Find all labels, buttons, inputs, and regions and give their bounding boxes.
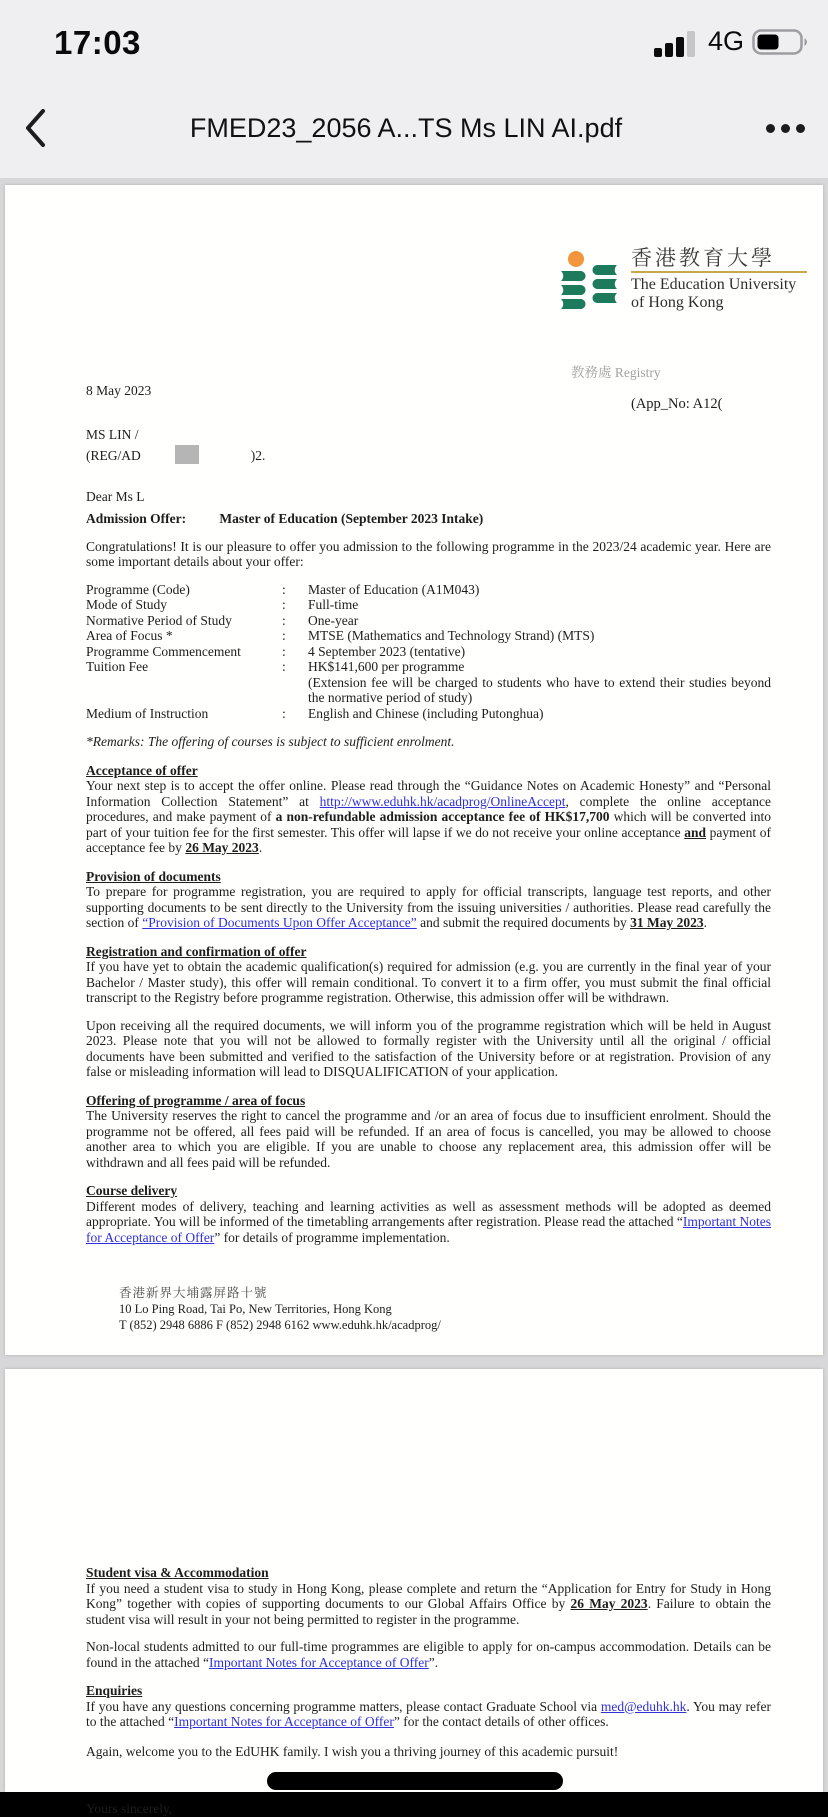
section-paragraph: If you need a student visa to study in Hong Kong, please complete and return the “Application for Entry for Study in Hong Kong” together with copies of supporting documents to our Global Affairs Office by 26 May 2023. Failure to obtain the student visa will result in your not being permitted to register in the programme. — [86, 1580, 771, 1627]
signoff: Yours sincerely, — [86, 1801, 173, 1816]
pdf-page-2 — [5, 1369, 823, 1816]
section-provision-of-documents — [86, 869, 771, 931]
network-type-label: 4G — [707, 26, 744, 56]
section-enquiries — [86, 1683, 771, 1730]
section-heading: Acceptance of offer — [86, 762, 198, 778]
table-row: Programme (Code) : Master of Education (A1M043) — [86, 581, 480, 597]
section-heading: Provision of documents — [86, 868, 221, 884]
admission-offer-value: Master of Education (September 2023 Intake) — [219, 511, 484, 526]
letterhead-footer — [119, 1285, 771, 1333]
table-row: Tuition Fee : HK$141,600 per programme (Extension fee will be charged to students who have to extend their studies beyond the normative period of study) — [86, 659, 771, 705]
remarks-note: *Remarks: The offering of courses is subject to sufficient enrolment. — [86, 734, 455, 749]
section-heading: Enquiries — [86, 1683, 143, 1698]
cellular-signal-icon — [654, 27, 700, 57]
registry-label: 教務處 Registry — [571, 365, 661, 380]
chevron-left-icon — [23, 108, 47, 148]
addressee-reference: (REG/AD )2. — [86, 445, 265, 464]
closing-paragraph: Again, welcome you to the EdUHK family. I wish you a thriving journey of this academic pursuit! — [86, 1743, 619, 1759]
table-row: Mode of Study : Full-time — [86, 597, 359, 612]
ellipsis-icon — [766, 124, 775, 133]
section-heading: Course delivery — [86, 1183, 178, 1198]
letter-date: 8 May 2023 — [86, 383, 152, 398]
doc-hyperlink[interactable]: “Provision of Documents Upon Offer Acceptance” — [142, 915, 417, 930]
table-row: Medium of Instruction : English and Chinese (including Putonghua) — [86, 705, 544, 721]
section-offering-of-programme — [86, 1093, 771, 1171]
section-heading: Registration and confirmation of offer — [86, 943, 307, 959]
section-heading: Offering of programme / area of focus — [86, 1092, 306, 1108]
doc-hyperlink[interactable]: Important Notes for Acceptance of Offer — [208, 1654, 429, 1670]
logo-chinese-name: 香港教育大學 — [631, 246, 775, 270]
salutation: Dear Ms L — [86, 489, 145, 504]
section-registration-confirmation — [86, 944, 771, 1080]
table-row: Programme Commencement : 4 September 2023 (tentative) — [86, 643, 466, 659]
redaction-bar — [267, 1772, 563, 1790]
status-time: 17:03 — [54, 24, 141, 61]
letter-body-page2 — [5, 1369, 823, 1817]
doc-hyperlink[interactable]: Important Notes for Acceptance of Offer — [86, 1214, 772, 1245]
section-acceptance-of-offer — [86, 763, 771, 856]
admission-offer-label: Admission Offer: — [86, 511, 187, 526]
status-icons — [654, 26, 814, 57]
section-paragraph: Your next step is to accept the offer online. Please read through the “Guidance Notes on Academic Honesty” and “Personal Information Collection Statement” at http://www.eduhk.hk/acadprog/OnlineAccept, complete the online acceptance procedures, and make payment of a non-refundable admission acceptance fee of HK$17,700 which will be converted into part of your tuition fee for the first semester. This offer will lapse if we do not receive your online acceptance and payment of acceptance fee by 26 May 2023. — [86, 778, 772, 855]
section-paragraph: If you have any questions concerning programme matters, please contact Graduate School via med@eduhk.hk. You may refer to the attached “Important Notes for Acceptance of Offer” for the contact details of other offices. — [86, 1698, 771, 1729]
section-paragraph: Non-local students admitted to our full-time programmes are eligible to apply for on-campus accommodation. Details can be found in the attached “Important Notes for Acceptance of Offer”. — [86, 1639, 771, 1670]
document-title: FMED23_2056 A...TS Ms LIN AI.pdf — [189, 112, 623, 143]
section-student-visa — [86, 1565, 771, 1670]
admission-offer-line — [86, 511, 771, 527]
battery-icon — [752, 27, 814, 57]
redaction-box — [175, 445, 199, 464]
section-paragraph: To prepare for programme registration, you are required to apply for official transcripts, language test reports, and other supporting documents to be sent directly to the University from the issuing universities / authorities. Please read carefully the section of “Provision of Documents Upon Offer Acceptance” and submit the required documents by 31 May 2023. — [86, 884, 771, 930]
application-number: (App_No: A12( — [631, 396, 723, 412]
doc-hyperlink[interactable]: http://www.eduhk.hk/acadprog/OnlineAccept — [319, 793, 566, 809]
section-paragraph: The University reserves the right to cancel the programme and /or an area of focus due to insufficient enrolment. Should the programme not be offered, all fees paid will be refunded. If an area of focus is cancelled, you may be allowed to choose another area to which you are eligible. If you are unable to choose any replacement area, this admission offer will be withdrawn and all fees paid will be refunded. — [86, 1108, 771, 1170]
section-paragraph: Upon receiving all the required documents, we will inform you of the programme registration which will be held in August 2023. Please note that you will not be allowed to formally register with the University until all the original / official documents have been submitted and verified to the satisfaction of the University before or at registration. Provision of any false or misleading information will lead to DISQUALIFICATION of your application. — [86, 1017, 771, 1079]
pdf-scroll-area[interactable] — [0, 178, 828, 1816]
programme-details-table — [86, 582, 771, 722]
section-heading: Student visa & Accommodation — [86, 1565, 269, 1580]
footer-english-address: 10 Lo Ping Road, Tai Po, New Territories, Hong Kong — [119, 1302, 392, 1316]
section-paragraph: If you have yet to obtain the academic qualification(s) required for admission (e.g. you are currently in the final year of your Bachelor / Master study), this offer will remain conditional. To convert it to a firm offer, you must submit the final official transcript to the Registry before programme registration. Otherwise, this admission offer will be withdrawn. — [86, 959, 771, 1005]
footer-chinese-address: 香港新界大埔露屏路十號 — [119, 1286, 268, 1300]
back-button[interactable] — [0, 96, 70, 160]
doc-hyperlink[interactable]: med@eduhk.hk — [600, 1698, 687, 1714]
doc-hyperlink[interactable]: Important Notes for Acceptance of Offer — [174, 1714, 394, 1729]
status-bar — [0, 0, 828, 96]
logo-english-name-line2: of Hong Kong — [631, 293, 724, 311]
logo-wordmark — [631, 246, 807, 312]
table-row: Area of Focus * : MTSE (Mathematics and Technology Strand) (MTS) — [86, 628, 595, 643]
logo-gold-rule — [631, 271, 807, 273]
intro-paragraph: Congratulations! It is our pleasure to offer you admission to the following programme in the 2023/24 academic year. Here are some important details about your offer: — [86, 538, 771, 569]
page-separator — [5, 1355, 823, 1369]
logo-english-name-line1: The Education University — [631, 275, 797, 293]
section-course-delivery — [86, 1183, 771, 1245]
table-row: Normative Period of Study : One-year — [86, 612, 359, 628]
pdf-viewer-navbar — [0, 96, 828, 160]
footer-contact-line: T (852) 2948 6886 F (852) 2948 6162 www.eduhk.hk/acadprog/ — [119, 1318, 441, 1332]
eduhk-logo-icon — [559, 251, 619, 317]
section-paragraph: Different modes of delivery, teaching and learning activities as well as assessment methods will be adopted as deemed appropriate. You will be informed of the timetabling arrangements after registration. Please read the attached “Important Notes for Acceptance of Offer” for details of programme implementation. — [86, 1198, 772, 1245]
university-logo — [559, 246, 807, 317]
pdf-page-1 — [5, 185, 823, 1355]
addressee-name: MS LIN / — [86, 427, 139, 442]
more-options-button[interactable] — [742, 96, 828, 160]
letter-body — [5, 185, 823, 1333]
